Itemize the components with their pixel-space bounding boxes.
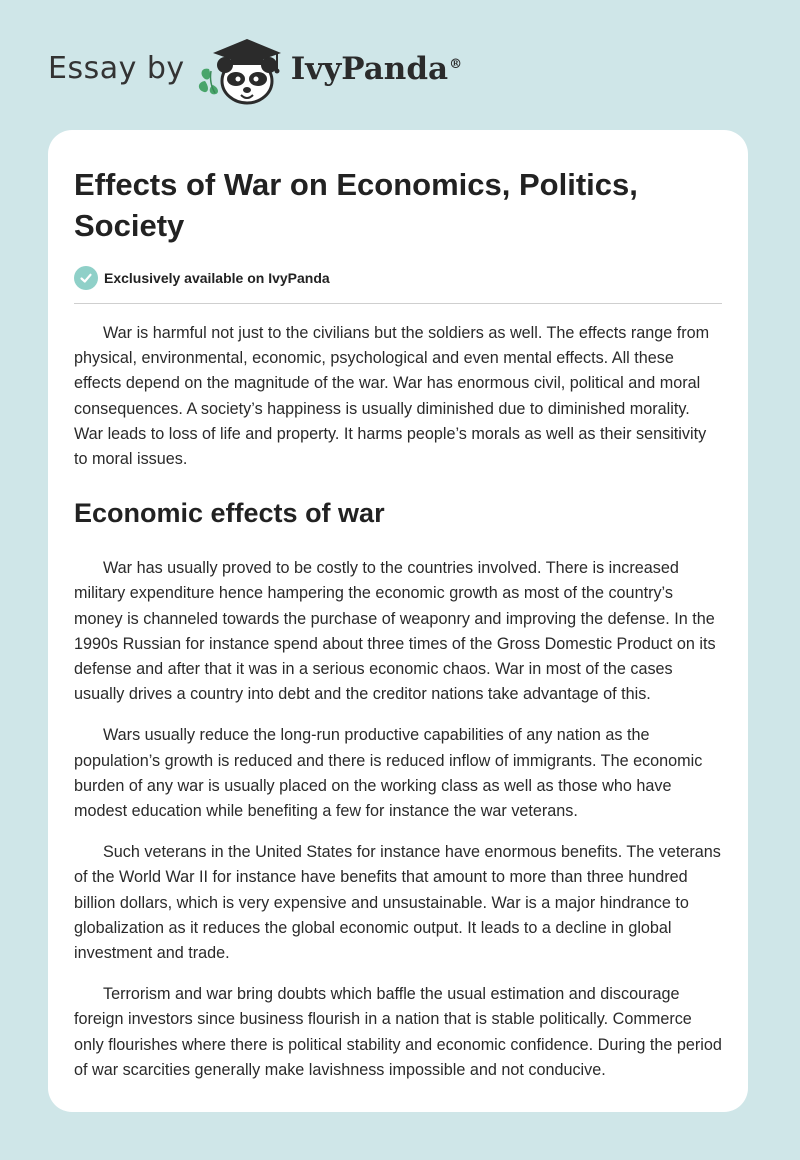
exclusive-badge-label: Exclusively available on IvyPanda: [104, 270, 330, 286]
essay-body: [74, 321, 722, 1083]
brand-name-text: IvyPanda: [290, 51, 449, 87]
essay-title: Effects of War on Economics, Politics, Society: [74, 167, 638, 243]
section-heading: Economic effects of war: [74, 498, 385, 529]
site-header: [48, 36, 462, 106]
body-paragraph: Wars usually reduce the long-run productive capabilities of any nation as the population’s growth is reduced and there is reduced inflow of immigrants. The economic burden of any war is usually placed on the working class as well as those who have modest education while benefiting a few for instance the war veterans.: [74, 726, 703, 821]
body-paragraph: War has usually proved to be costly to the countries involved. There is increased military expenditure hence hampering the economic growth as most of the country’s money is channeled towards the purchase of weaponry and improving the defense. In the 1990s Russian for instance spend about three times of the Gross Domestic Product on its defense and after that it was in a serious economic chaos. War in most of the cases usually drives a country into debt and the creditor nations take advantage of this.: [74, 559, 716, 704]
exclusive-badge: [74, 266, 722, 304]
brand-prefix: Essay by: [48, 50, 185, 86]
brand-name[interactable]: [291, 51, 462, 87]
intro-paragraph: War is harmful not just to the civilians but the soldiers as well. The effects range from physical, environmental, economic, psychological and even mental effects. All these effects depend on the magnitude of the war. War has enormous civil, political and moral consequences. A society’s happiness is usually diminished due to diminished morality. War leads to loss of life and property. It harms people’s morals as well as their sensitivity to moral issues.: [74, 324, 710, 469]
check-circle-icon: [74, 266, 98, 290]
body-paragraph: Terrorism and war bring doubts which baffle the usual estimation and discourage foreign investors since business flourish in a nation that is stable politically. Commerce only flourishes where there is political stability and economic confidence. During the period of war scarcities generally make lavishness impossible and not conducive.: [74, 985, 722, 1079]
registered-mark: ®: [449, 56, 463, 72]
panda-logo-icon[interactable]: [195, 35, 287, 107]
essay-card: [48, 130, 748, 1112]
body-paragraph: Such veterans in the United States for instance have enormous benefits. The veterans of the World War II for instance have benefits that amount to more than three hundred billion dollars, which is very expensive and unsustainable. War is a major hindrance to globalization as it reduces the global economic output. It leads to a decline in global investment and trade.: [74, 843, 721, 963]
